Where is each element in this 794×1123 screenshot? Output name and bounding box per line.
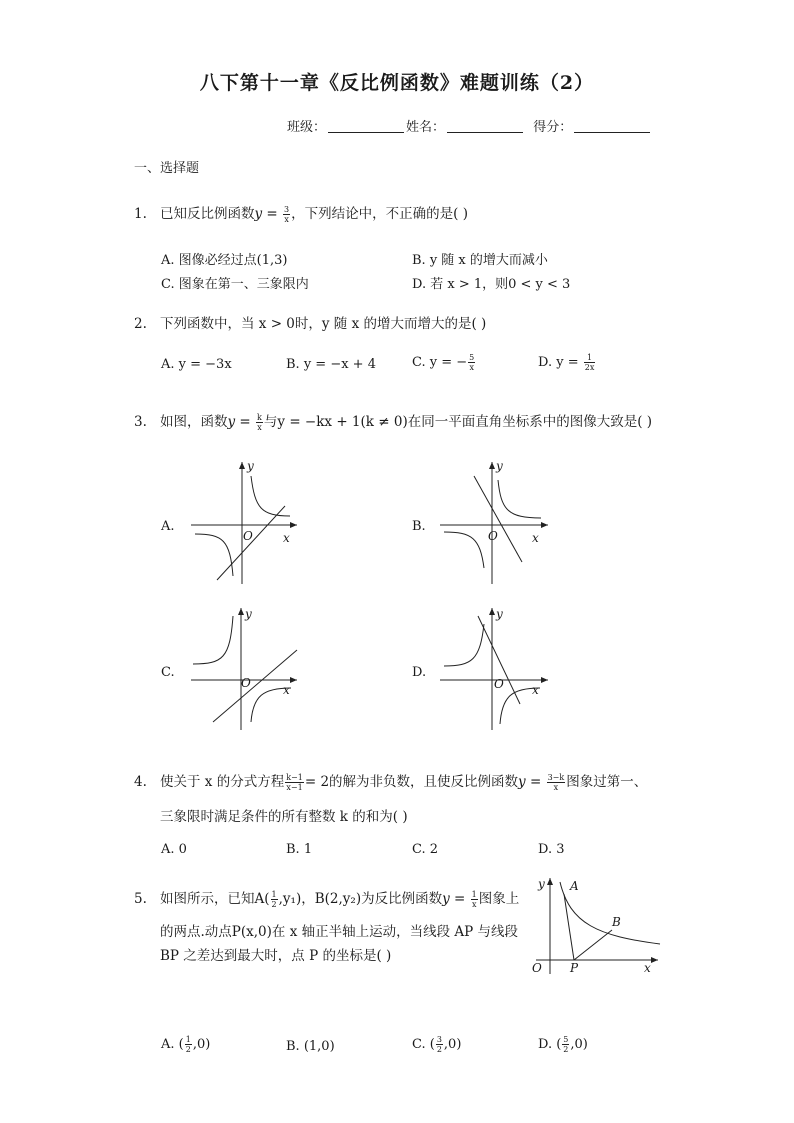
q2-option-c[interactable]: C. y = − $\frac{5}{x}$ xyxy=(412,353,475,372)
question-4-line2: 三象限时满足条件的所有整数 k 的和为( ) xyxy=(160,809,408,825)
graph-a[interactable] xyxy=(185,458,305,588)
question-text: 已知反比例函数 xyxy=(160,206,255,222)
svg-text:y: y xyxy=(245,607,252,621)
question-1: 1. 已知反比例函数y = $\frac{3}{x}$ ，下列结论中，不正确的是( ) xyxy=(134,205,468,224)
q2-option-b[interactable]: B. y = −x + 4 xyxy=(286,357,376,372)
question-text: ，下列结论中，不正确的是( ) xyxy=(291,206,468,222)
q3-option-c[interactable]: C. xyxy=(161,665,175,680)
question-text: 使关于 x 的分式方程 xyxy=(160,774,285,790)
q1-option-b[interactable]: B. y 随 x 的增大而减小 xyxy=(412,253,548,268)
question-5: 5. 如图所示，已知A( $\frac{1}{2}$ ,y₁)，B(2,y₂)为反比例函数y = $\frac{1}{x}$ 图象上 xyxy=(134,890,520,909)
fraction: $\frac{3-k}{x}$ xyxy=(547,773,565,792)
name-label: 姓名： xyxy=(406,120,446,135)
question-text: ,y₁)，B(2,y₂)为反比例函数 xyxy=(278,891,443,907)
q3-option-a[interactable]: A. xyxy=(161,519,175,534)
svg-text:P: P xyxy=(570,961,579,975)
question-text: 如图所示，已知A( xyxy=(160,891,270,907)
question-number: 5. xyxy=(134,891,147,907)
q5-option-a[interactable]: A. ( $\frac{1}{2}$ ,0) xyxy=(161,1035,211,1054)
question-number: 4. xyxy=(134,774,147,790)
graph-c[interactable] xyxy=(185,604,305,734)
svg-text:y: y xyxy=(247,459,254,473)
question-text: 如图，函数 xyxy=(160,414,228,430)
q4-option-a[interactable]: A. 0 xyxy=(161,842,187,857)
student-info xyxy=(287,116,652,135)
svg-text:A: A xyxy=(570,879,579,893)
svg-text:x: x xyxy=(532,683,539,697)
q4-option-c[interactable]: C. 2 xyxy=(412,842,439,857)
svg-text:O: O xyxy=(243,529,253,543)
question-text: 下列函数中，当 x > 0时，y 随 x 的增大而增大的是( ) xyxy=(160,316,487,332)
q2-option-a[interactable]: A. y = −3x xyxy=(161,357,232,372)
q5-option-b[interactable]: B. (1,0) xyxy=(286,1039,335,1054)
svg-text:y: y xyxy=(496,607,503,621)
fraction: $\frac{1}{2}$ xyxy=(271,890,277,909)
question-number: 1. xyxy=(134,206,147,222)
q5-figure xyxy=(528,874,668,978)
svg-text:x: x xyxy=(283,683,290,697)
svg-text:x: x xyxy=(283,531,290,545)
fraction: $\frac{k-1}{x-1}$ xyxy=(286,773,303,792)
question-number: 3. xyxy=(134,414,147,430)
question-2 xyxy=(134,312,486,332)
fraction: $\frac{3}{x}$ xyxy=(284,205,290,224)
q4-option-d[interactable]: D. 3 xyxy=(538,842,565,857)
question-text: 与y = −kx + 1(k ≠ 0)在同一平面直角坐标系中的图像大致是( ) xyxy=(263,414,653,430)
fraction: $\frac{1}{x}$ xyxy=(471,890,477,909)
score-label: 得分： xyxy=(533,120,573,135)
svg-text:y: y xyxy=(538,877,545,891)
q4-option-b[interactable]: B. 1 xyxy=(286,842,313,857)
q3-option-d[interactable]: D. xyxy=(412,665,427,680)
svg-text:y: y xyxy=(496,459,503,473)
q5-option-c[interactable]: C. ( $\frac{3}{2}$ ,0) xyxy=(412,1035,462,1054)
question-3: 3. 如图，函数y = $\frac{k}{x}$ 与y = −kx + 1(k ≠ 0)在同一平面直角坐标系中的图像大致是( ) xyxy=(134,413,653,432)
fraction: $\frac{k}{x}$ xyxy=(257,413,262,432)
question-5-line3: BP 之差达到最大时，点 P 的坐标是( ) xyxy=(160,948,392,964)
svg-text:O: O xyxy=(494,677,504,691)
score-blank[interactable] xyxy=(574,120,650,133)
q1-option-d[interactable]: D. 若 x > 1，则0 < y < 3 xyxy=(412,277,571,292)
page-title: 八下第十一章《反比例函数》难题训练（2） xyxy=(199,72,595,94)
svg-text:x: x xyxy=(644,961,651,975)
q5-option-d[interactable]: D. ( $\frac{5}{2}$ ,0) xyxy=(538,1035,588,1054)
question-number: 2. xyxy=(134,316,147,332)
graph-d[interactable] xyxy=(436,604,556,734)
q3-option-b[interactable]: B. xyxy=(412,519,426,534)
question-5-line2: 的两点.动点P(x,0)在 x 轴正半轴上运动，当线段 AP 与线段 xyxy=(160,924,519,940)
svg-text:x: x xyxy=(532,531,539,545)
q2-option-d[interactable]: D. y = $\frac{1}{2x}$ xyxy=(538,353,595,372)
q1-option-a[interactable]: A. 图像必经过点(1,3) xyxy=(161,253,288,268)
graph-b[interactable] xyxy=(436,458,556,588)
section-title: 一、选择题 xyxy=(134,161,200,176)
class-label: 班级： xyxy=(287,120,327,135)
question-4: 4. 使关于 x 的分式方程 $\frac{k-1}{x-1}$ = 2的解为非负数，且使反比例函数y = $\frac{3-k}{x}$ 图象过第一、 xyxy=(134,773,648,792)
class-blank[interactable] xyxy=(328,120,404,133)
question-text: 图象过第一、 xyxy=(566,774,648,790)
question-text: = 2的解为非负数，且使反比例函数 xyxy=(304,774,519,790)
svg-text:B: B xyxy=(612,915,621,929)
svg-text:O: O xyxy=(241,676,251,690)
q1-option-c[interactable]: C. 图象在第一、三象限内 xyxy=(161,277,309,292)
svg-text:O: O xyxy=(488,529,498,543)
svg-text:O: O xyxy=(532,961,542,975)
question-text: 图象上 xyxy=(478,891,520,907)
name-blank[interactable] xyxy=(447,120,523,133)
